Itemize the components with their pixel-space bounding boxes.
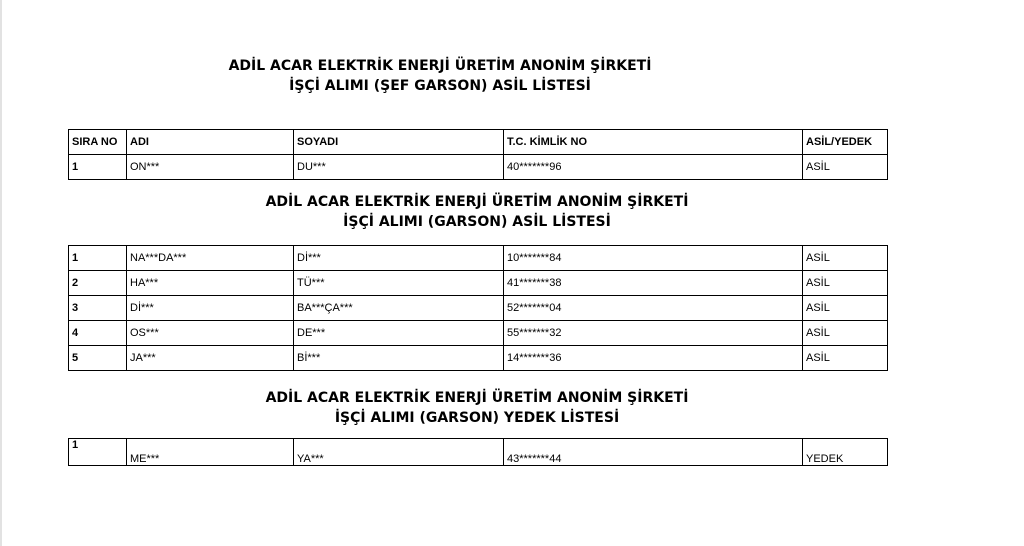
row-no: 2 — [69, 271, 127, 296]
table-row — [69, 346, 888, 371]
row-no: 1 — [69, 246, 127, 271]
row-status: ASİL — [803, 346, 888, 371]
row-tc: 40*******96 — [504, 155, 803, 180]
table-row — [69, 155, 888, 180]
row-surname: DU*** — [294, 155, 504, 180]
row-no: 1 — [69, 439, 127, 466]
table-row — [69, 246, 888, 271]
table-row — [69, 296, 888, 321]
row-surname: DE*** — [294, 321, 504, 346]
row-status: ASİL — [803, 321, 888, 346]
row-name: NA***DA*** — [127, 246, 294, 271]
row-name: ON*** — [127, 155, 294, 180]
row-no: 4 — [69, 321, 127, 346]
header-sira-no: SIRA NO — [69, 130, 127, 155]
row-tc: 41*******38 — [504, 271, 803, 296]
row-name: HA*** — [127, 271, 294, 296]
row-status: ASİL — [803, 246, 888, 271]
company-title: ADİL ACAR ELEKTRİK ENERJİ ÜRETİM ANONİM ŞİRKETİ — [265, 194, 689, 210]
list-title: İŞÇİ ALIMI (ŞEF GARSON) ASİL LİSTESİ — [289, 78, 591, 94]
row-no: 3 — [69, 296, 127, 321]
list-title: İŞÇİ ALIMI (GARSON) YEDEK LİSTESİ — [334, 410, 620, 426]
row-status: ASİL — [803, 296, 888, 321]
row-name: OS*** — [127, 321, 294, 346]
row-surname: YA*** — [294, 439, 504, 466]
sef-garson-asil-table — [68, 129, 888, 180]
row-tc: 55*******32 — [504, 321, 803, 346]
header-soyadi: SOYADI — [294, 130, 504, 155]
section-1-heading — [190, 56, 690, 96]
row-status: YEDEK — [803, 439, 888, 466]
row-surname: TÜ*** — [294, 271, 504, 296]
table-row — [69, 271, 888, 296]
list-title: İŞÇİ ALIMI (GARSON) ASİL LİSTESİ — [343, 214, 611, 230]
row-tc: 43*******44 — [504, 439, 803, 466]
row-name: ME*** — [127, 439, 294, 466]
header-tc-kimlik-no: T.C. KİMLİK NO — [504, 130, 803, 155]
row-status: ASİL — [803, 155, 888, 180]
company-title: ADİL ACAR ELEKTRİK ENERJİ ÜRETİM ANONİM ŞİRKETİ — [228, 58, 652, 74]
row-tc: 52*******04 — [504, 296, 803, 321]
garson-asil-table — [68, 245, 888, 371]
section-2-heading — [227, 192, 727, 232]
company-title: ADİL ACAR ELEKTRİK ENERJİ ÜRETİM ANONİM ŞİRKETİ — [265, 390, 689, 406]
row-surname: Dİ*** — [294, 246, 504, 271]
section-3-heading — [227, 388, 727, 428]
page-edge — [0, 0, 2, 546]
table-row — [69, 439, 888, 466]
table-row — [69, 321, 888, 346]
row-surname: BA***ÇA*** — [294, 296, 504, 321]
header-asil-yedek: ASİL/YEDEK — [803, 130, 888, 155]
row-tc: 10*******84 — [504, 246, 803, 271]
row-no: 5 — [69, 346, 127, 371]
row-status: ASİL — [803, 271, 888, 296]
row-no: 1 — [69, 155, 127, 180]
header-adi: ADI — [127, 130, 294, 155]
row-name: JA*** — [127, 346, 294, 371]
garson-yedek-table — [68, 438, 888, 466]
row-tc: 14*******36 — [504, 346, 803, 371]
row-name: Dİ*** — [127, 296, 294, 321]
row-surname: Bİ*** — [294, 346, 504, 371]
table-header-row — [69, 130, 888, 155]
